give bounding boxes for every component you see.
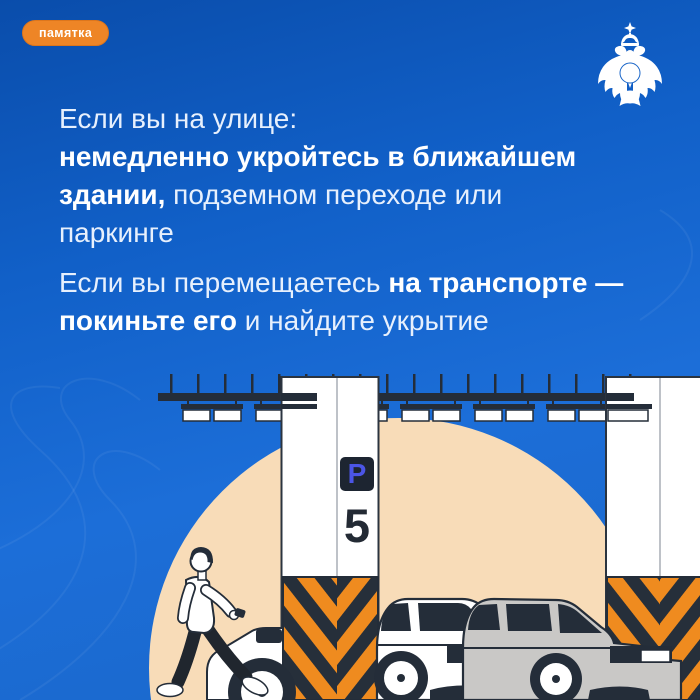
transport-line-1: Если вы перемещаетесь на транспорте — — [59, 267, 624, 298]
street-line-2: немедленно укройтесь в ближайшем — [59, 141, 577, 172]
parking-sign — [340, 457, 374, 491]
street-line-3: здании, подземном переходе или — [59, 179, 503, 210]
emblem-crown — [621, 34, 639, 44]
instructions — [59, 100, 684, 340]
ceiling-lights — [158, 374, 681, 421]
car-side-mirror — [256, 629, 282, 643]
license-plate — [641, 650, 670, 662]
pillar-left — [282, 377, 379, 700]
transport-line-2: покиньте его и найдите укрытие — [59, 305, 489, 336]
paragraph-transport — [59, 264, 684, 340]
paragraph-street — [59, 100, 684, 252]
street-line-1: Если вы на улице: — [59, 103, 298, 134]
parking-illustration — [0, 370, 700, 700]
parking-sign-letter: P — [347, 458, 367, 489]
parking-level-number: 5 — [343, 499, 371, 552]
street-line-4: паркинге — [59, 217, 174, 248]
memo-badge: памятка — [22, 20, 109, 46]
emblem-star — [624, 22, 636, 34]
